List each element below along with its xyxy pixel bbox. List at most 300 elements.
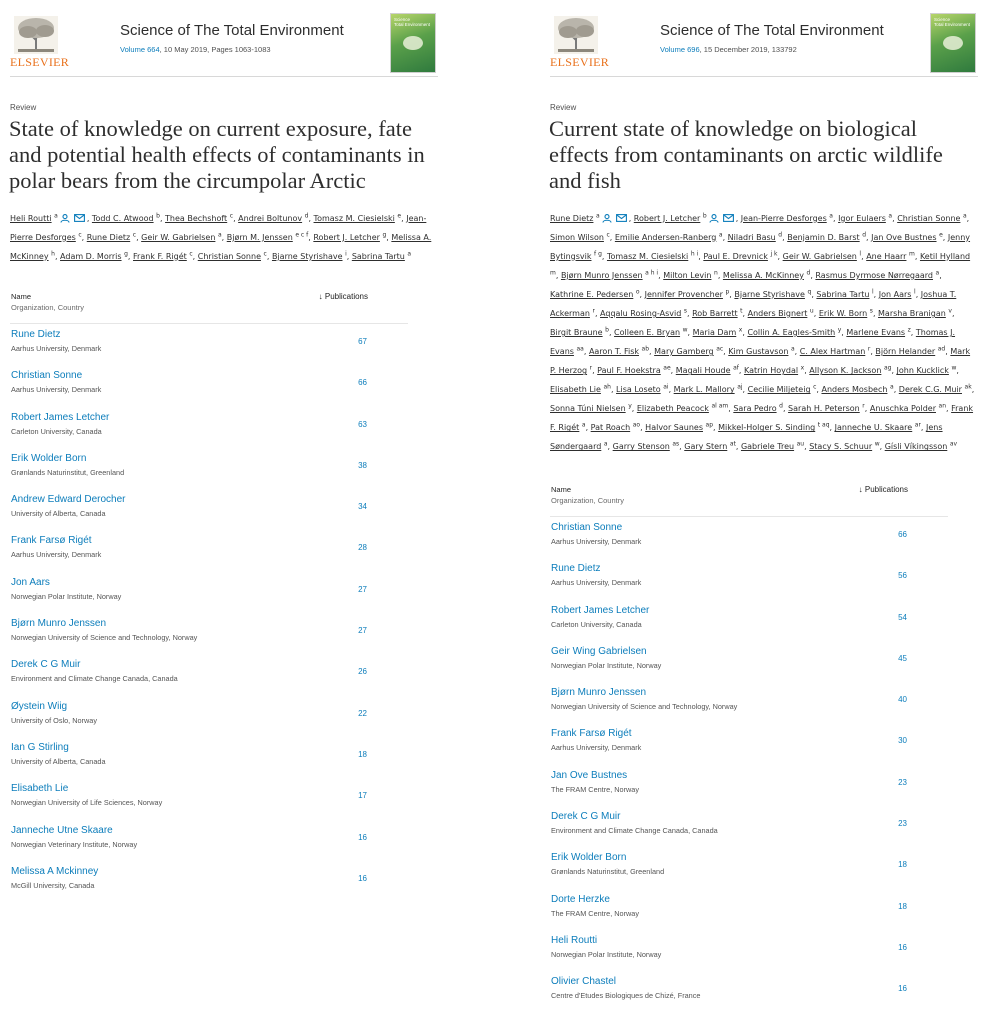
author-name-link[interactable]: Andrei Boltunov: [238, 213, 303, 223]
author-name-link[interactable]: Heli Routti: [551, 934, 598, 946]
author-affiliation-marker[interactable]: b: [702, 212, 707, 219]
author-name-link[interactable]: Olivier Chastel: [551, 976, 617, 988]
author-affiliation-marker[interactable]: a: [962, 212, 967, 219]
author-affiliation-marker[interactable]: ag: [883, 364, 892, 372]
author-name-link[interactable]: Bjørn Munro Jenssen: [560, 270, 643, 280]
table-body: [10, 324, 408, 902]
author-name-link[interactable]: Benjamin D. Barst: [787, 232, 860, 242]
publication-count-link[interactable]: 56: [898, 571, 907, 581]
author-name-link[interactable]: Christian Sonne: [897, 213, 961, 223]
author-affiliation-marker[interactable]: a: [935, 269, 940, 277]
author-name-link[interactable]: Jan Ove Bustnes: [551, 769, 628, 781]
author-name-link[interactable]: Sabrina Tartu: [351, 251, 405, 261]
author-affiliation-marker[interactable]: a: [581, 421, 586, 429]
author-name-link[interactable]: Simon Wilson: [550, 232, 604, 242]
author-affiliation-marker[interactable]: r: [862, 402, 865, 410]
author-affiliation-marker[interactable]: o: [635, 288, 640, 296]
column-header-organization: Organization, Country: [551, 496, 624, 505]
author-affiliation-marker[interactable]: a: [718, 231, 723, 239]
author-entry: [637, 404, 733, 413]
author-name-link[interactable]: Rune Dietz: [11, 329, 61, 340]
publication-count-link[interactable]: 38: [358, 460, 367, 470]
author-separator: ,: [723, 347, 729, 357]
author-separator: ,: [729, 289, 735, 299]
author-name-link[interactable]: Thomas J. Evans: [550, 328, 956, 357]
publication-count-link[interactable]: 66: [898, 530, 907, 539]
author-affiliation-marker[interactable]: r: [867, 345, 871, 353]
author-affiliation-marker[interactable]: s: [683, 307, 687, 315]
author-affiliation-marker[interactable]: c: [132, 231, 137, 239]
author-affiliation-marker[interactable]: e: [939, 231, 943, 239]
author-name-link[interactable]: Pat Roach: [590, 423, 631, 433]
author-name-link[interactable]: Jean-Pierre Desforges: [10, 213, 427, 242]
journal-volume-info: [660, 45, 797, 54]
author-affiliation-marker[interactable]: av: [949, 440, 958, 448]
author-name-link[interactable]: Allyson K. Jackson: [809, 366, 882, 376]
author-affiliation-marker[interactable]: ah: [603, 383, 611, 391]
author-name-link[interactable]: Thea Bechshoft: [165, 213, 228, 223]
author-affiliation-marker[interactable]: a: [217, 231, 222, 239]
publication-count-link[interactable]: 63: [358, 419, 367, 429]
author-affiliation-marker[interactable]: j k: [770, 250, 778, 258]
author-name-link[interactable]: Halvor Saunes: [645, 423, 703, 433]
author-separator: ,: [738, 366, 744, 376]
author-affiliation-marker[interactable]: d: [806, 269, 811, 277]
volume-link[interactable]: Volume 664: [120, 45, 160, 54]
publication-count-link[interactable]: 23: [898, 777, 907, 787]
author-name-link[interactable]: Kim Gustavson: [728, 347, 789, 357]
publication-count-link[interactable]: 18: [898, 901, 907, 911]
author-separator: ,: [401, 213, 407, 223]
author-entry: [352, 252, 411, 261]
author-affiliation-marker[interactable]: a: [407, 250, 412, 258]
author-affiliation-marker[interactable]: ad: [937, 345, 946, 353]
author-affiliation-marker[interactable]: as: [672, 440, 680, 448]
author-separator: ,: [601, 251, 607, 261]
author-entry: [835, 423, 926, 432]
author-name-link[interactable]: Jennifer Provencher: [644, 289, 723, 299]
author-affiliation-marker[interactable]: a: [890, 383, 894, 391]
author-name-link[interactable]: Frank Farsø Rigét: [11, 535, 92, 547]
author-name-link[interactable]: Sarah H. Peterson: [788, 404, 860, 414]
publication-count-link[interactable]: 17: [358, 791, 367, 801]
author-affiliation-marker[interactable]: e c f: [295, 231, 309, 239]
author-affiliation-marker[interactable]: c: [813, 383, 817, 391]
author-name-link[interactable]: Derek C G Muir: [11, 659, 81, 671]
author-name-link[interactable]: Joshua T. Ackerman: [550, 289, 957, 318]
author-separator: ,: [717, 270, 723, 280]
envelope-icon[interactable]: [723, 214, 734, 222]
author-name-link[interactable]: Erik Wolder Born: [11, 452, 87, 464]
author-affiliation-marker[interactable]: l: [859, 250, 862, 258]
author-affiliation-marker[interactable]: w: [874, 440, 880, 448]
author-name-link[interactable]: Jon Aars: [11, 576, 50, 588]
author-name-link[interactable]: John Kucklick: [896, 366, 949, 376]
author-affiliation-marker[interactable]: t aq: [817, 421, 830, 429]
author-name-link[interactable]: Frank Farsø Rigét: [551, 728, 632, 740]
person-icon[interactable]: [60, 214, 70, 223]
envelope-icon[interactable]: [616, 214, 627, 222]
person-icon[interactable]: [709, 214, 719, 223]
author-entry: [634, 214, 741, 223]
publication-count-link[interactable]: 16: [358, 832, 367, 842]
publication-count-link[interactable]: 40: [898, 695, 907, 705]
journal-cover-image[interactable]: [930, 13, 976, 73]
author-name-link[interactable]: Frank F. Rigét: [550, 404, 974, 433]
author-name-link[interactable]: Gary Stern: [684, 442, 728, 452]
author-name-link[interactable]: Rasmus Dyrmose Nørregaard: [815, 270, 933, 280]
author-name-link[interactable]: Bjarne Styrishave: [271, 251, 343, 261]
author-affiliation-marker[interactable]: a: [829, 212, 833, 219]
publication-count-link[interactable]: 54: [898, 612, 907, 622]
volume-link[interactable]: Volume 696: [660, 45, 700, 54]
author-name-link[interactable]: Øystein Wiig: [11, 700, 68, 712]
author-name-link[interactable]: Andrew Edward Derocher: [11, 494, 126, 506]
author-name-link[interactable]: Mikkel-Holger S. Sinding: [718, 423, 816, 433]
author-separator: ,: [735, 213, 741, 223]
author-affiliation-marker[interactable]: a: [790, 345, 795, 353]
author-name-link[interactable]: Paul F. Hoekstra: [597, 366, 661, 376]
author-name-link[interactable]: Robert James Letcher: [551, 604, 650, 616]
author-name-link[interactable]: Lisa Loseto: [616, 385, 661, 395]
table-row: [10, 861, 408, 902]
author-name-link[interactable]: Adam D. Morris: [60, 251, 122, 261]
author-affiliation-marker[interactable]: ae: [663, 364, 671, 372]
table-row: [550, 806, 948, 847]
author-affiliation-marker[interactable]: ai: [663, 383, 669, 391]
author-name-link[interactable]: Christian Sonne: [11, 370, 83, 382]
author-affiliation-marker[interactable]: a: [888, 212, 893, 219]
publication-count-link[interactable]: 22: [358, 708, 367, 718]
author-entry: [838, 214, 897, 223]
author-name-link[interactable]: Erik W. Born: [818, 308, 868, 318]
person-icon[interactable]: [602, 214, 612, 223]
author-name-link[interactable]: Bjørn Munro Jenssen: [551, 687, 647, 699]
publication-count-link[interactable]: 18: [358, 749, 367, 759]
author-affiliation-marker[interactable]: x: [738, 326, 743, 334]
author-name-link[interactable]: Robert J. Letcher: [633, 213, 701, 223]
author-affiliation-marker[interactable]: aa: [576, 345, 584, 353]
author-name-link[interactable]: Elizabeth Peacock: [636, 404, 709, 414]
author-name-link[interactable]: Anders Mosbech: [821, 385, 888, 395]
author-name-link[interactable]: Stacy S. Schuur: [809, 442, 873, 452]
author-name-link[interactable]: Gabriele Treu: [740, 442, 795, 452]
author-affiliation-marker[interactable]: l: [914, 288, 916, 296]
author-affiliation-marker[interactable]: f g: [594, 250, 602, 258]
author-publications-table: [10, 287, 408, 902]
publication-count-link[interactable]: 16: [358, 873, 367, 883]
author-name-link[interactable]: Dorte Herzke: [551, 893, 610, 905]
author-name-link[interactable]: Geir Wing Gabrielsen: [551, 645, 647, 657]
author-name-link[interactable]: Rune Dietz: [550, 213, 594, 223]
author-name-link[interactable]: Tomasz M. Ciesielski: [313, 213, 395, 223]
author-affiliation-marker[interactable]: h: [51, 250, 55, 258]
publication-count-link[interactable]: 27: [358, 626, 367, 636]
author-affiliation-marker[interactable]: m: [909, 250, 915, 258]
publication-count-link[interactable]: 16: [898, 984, 907, 994]
author-separator: ,: [816, 385, 822, 395]
author-affiliation-marker[interactable]: a: [603, 440, 608, 448]
author-affiliation-marker[interactable]: v: [948, 307, 952, 315]
author-affiliation-marker[interactable]: w: [682, 326, 688, 334]
publication-count-link[interactable]: 66: [358, 378, 367, 388]
author-separator: ,: [658, 270, 664, 280]
author-name-link[interactable]: Melissa A. McKinney: [10, 232, 432, 261]
author-entry: [645, 290, 735, 299]
right-article-panel: [540, 0, 988, 1023]
author-affiliation-marker[interactable]: al am: [711, 402, 729, 410]
author-affiliation-marker[interactable]: af: [733, 364, 739, 372]
author-name-link[interactable]: Robert J. Letcher: [313, 232, 380, 242]
author-separator: ,: [893, 385, 899, 395]
author-name-link[interactable]: Garry Stenson: [612, 442, 670, 452]
author-entry: [614, 328, 693, 337]
author-name-link[interactable]: Paul E. Drevnick: [703, 251, 768, 261]
author-name-link[interactable]: Sara Pedro: [733, 404, 777, 414]
author-name-link[interactable]: Ketil Hylland: [919, 251, 971, 261]
publication-count-link[interactable]: 23: [898, 819, 907, 829]
author-name-link[interactable]: Marsha Branigan: [878, 308, 946, 318]
author-separator: ,: [951, 308, 955, 318]
publication-count-link[interactable]: 16: [898, 942, 907, 952]
author-name-link[interactable]: C. Alex Hartman: [799, 347, 866, 357]
author-affiliation-marker[interactable]: h i: [690, 250, 699, 258]
author-affiliation-marker[interactable]: au: [796, 440, 805, 448]
author-affiliation-marker[interactable]: s: [869, 307, 873, 315]
author-affiliation-marker[interactable]: ap: [705, 421, 714, 429]
author-affiliation-marker[interactable]: m: [550, 269, 556, 277]
author-name-link[interactable]: Geir W. Gabrielsen: [782, 251, 857, 261]
author-affiliation-marker[interactable]: ac: [716, 345, 724, 353]
author-separator: ,: [920, 423, 927, 433]
author-name-link[interactable]: Rune Dietz: [86, 232, 131, 242]
left-article-panel: [0, 0, 448, 1023]
publication-count-link[interactable]: 30: [898, 736, 907, 746]
author-affiliation-marker[interactable]: aj: [737, 383, 743, 391]
author-name-link[interactable]: Aaron T. Fisk: [588, 347, 639, 357]
author-name-link[interactable]: Ian G Stirling: [11, 741, 69, 753]
author-affiliation-marker[interactable]: u: [809, 307, 814, 315]
author-affiliation-marker[interactable]: g: [124, 250, 128, 258]
author-entry: [809, 442, 885, 451]
author-affiliation-marker[interactable]: b: [605, 326, 609, 334]
author-list: [10, 208, 438, 265]
author-separator: ,: [668, 385, 674, 395]
author-name-link[interactable]: Robert James Letcher: [11, 411, 110, 423]
author-name-link[interactable]: Geir W. Gabrielsen: [141, 232, 216, 242]
author-affiliation-marker[interactable]: d: [304, 212, 309, 219]
author-affiliation-marker[interactable]: ar: [914, 421, 921, 429]
column-header-publications-sort[interactable]: ↓ Publications: [318, 292, 368, 301]
author-name-link[interactable]: Jan Ove Bustnes: [871, 232, 937, 242]
author-name-link[interactable]: Melissa A. McKinney: [722, 270, 804, 280]
publication-count-link[interactable]: 26: [358, 667, 367, 677]
author-name-link[interactable]: Bjarne Styrishave: [734, 289, 805, 299]
author-name-link[interactable]: Rune Dietz: [551, 563, 601, 575]
author-entry: [615, 233, 728, 242]
author-affiliation-marker[interactable]: a: [596, 212, 600, 219]
column-header-publications-sort[interactable]: ↓ Publications: [858, 485, 908, 494]
author-name-link[interactable]: Magali Houde: [675, 366, 731, 376]
author-affiliation-marker[interactable]: e: [397, 212, 402, 219]
author-name-link[interactable]: Bjørn Munro Jenssen: [11, 618, 107, 630]
author-name-link[interactable]: Jon Aars: [878, 289, 912, 299]
author-affiliation-marker[interactable]: p: [725, 288, 730, 296]
publication-count-link[interactable]: 34: [358, 502, 367, 512]
author-affiliation-marker[interactable]: w: [951, 364, 957, 372]
author-affiliation-marker[interactable]: c: [606, 231, 610, 239]
author-name-link[interactable]: Ane Haarr: [866, 251, 907, 261]
author-separator: ,: [628, 213, 634, 223]
author-affiliation-marker[interactable]: c: [229, 212, 234, 219]
author-separator: ,: [956, 366, 959, 376]
author-name-link[interactable]: Birgit Braune: [550, 328, 603, 338]
author-entry: [87, 233, 141, 242]
author-name-link[interactable]: Melissa A Mckinney: [11, 865, 99, 877]
table-row: [10, 696, 408, 737]
author-affiliation-marker[interactable]: r: [589, 364, 593, 372]
author-name-link[interactable]: Janneche Utne Skaare: [11, 824, 113, 836]
author-separator: ,: [810, 270, 816, 280]
author-affiliation-marker[interactable]: a: [54, 212, 58, 219]
author-affiliation-marker[interactable]: y: [628, 402, 632, 410]
author-affiliation-marker[interactable]: l: [872, 288, 874, 296]
author-affiliation-marker[interactable]: x: [800, 364, 805, 372]
author-entry: [744, 366, 809, 375]
author-name-link[interactable]: Tomasz M. Ciesielski: [606, 251, 689, 261]
author-name-link[interactable]: Cecilie Miljeteig: [747, 385, 811, 395]
author-affiliation-marker[interactable]: an: [938, 402, 947, 410]
author-name-link[interactable]: Janneche U. Skaare: [834, 423, 913, 433]
author-affiliation-marker[interactable]: a h i: [645, 269, 659, 277]
author-affiliation-marker[interactable]: b: [156, 212, 160, 219]
author-name-link[interactable]: Niladri Basu: [727, 232, 776, 242]
journal-title[interactable]: Science of The Total Environment: [120, 22, 344, 39]
author-entry: [676, 366, 744, 375]
author-affiliation-marker[interactable]: c: [189, 250, 193, 258]
author-name-link[interactable]: Bjørn M. Jenssen: [226, 232, 293, 242]
author-affiliation-marker[interactable]: z: [907, 326, 911, 334]
author-name-link[interactable]: Jens Søndergaard: [550, 423, 943, 452]
author-name-link[interactable]: Erik Wolder Born: [551, 852, 627, 864]
publication-count-link[interactable]: 18: [898, 860, 907, 870]
author-affiliation-marker[interactable]: d: [778, 231, 783, 239]
publication-count-link[interactable]: 27: [358, 584, 367, 594]
author-name-link[interactable]: Elisabeth Lie: [550, 385, 601, 395]
elsevier-logo[interactable]: [550, 16, 610, 70]
author-organization: Aarhus University, Denmark: [11, 550, 102, 560]
author-entry: [238, 214, 313, 223]
author-entry: [227, 233, 314, 242]
publication-count-link[interactable]: 45: [898, 653, 907, 663]
article-title: Current state of knowledge on biological effects from contaminants on arctic wildlife and fish: [549, 116, 943, 193]
author-name-link[interactable]: Jenny Bytingsvik: [550, 232, 971, 261]
journal-title[interactable]: Science of The Total Environment: [660, 22, 884, 39]
author-name-link[interactable]: Sonna Túni Nielsen: [550, 404, 626, 414]
author-name-link[interactable]: Marlene Evans: [846, 328, 906, 338]
author-affiliation-marker[interactable]: q: [807, 288, 812, 296]
author-entry: [866, 252, 920, 261]
author-affiliation-marker[interactable]: n: [714, 269, 718, 277]
author-name-link[interactable]: Todd C. Atwood: [91, 213, 154, 223]
author-entry: [885, 442, 957, 451]
author-name-link[interactable]: Mark L. Mallory: [673, 385, 735, 395]
author-affiliation-marker[interactable]: d: [779, 402, 783, 410]
author-name-link[interactable]: Aqqalu Rosing-Asvid: [600, 308, 682, 318]
author-affiliation-marker[interactable]: c: [78, 231, 82, 239]
publication-count-link[interactable]: 28: [358, 543, 367, 553]
author-separator: ,: [54, 251, 61, 261]
author-affiliation-marker[interactable]: y: [837, 326, 842, 334]
author-affiliation-marker[interactable]: r: [592, 307, 595, 315]
author-name-link[interactable]: Jean-Pierre Desforges: [740, 213, 827, 223]
author-name-link[interactable]: Emilie Andersen-Ranberg: [614, 232, 717, 242]
author-name-link[interactable]: Anders Bignert: [747, 308, 808, 318]
author-affiliation-marker[interactable]: d: [862, 231, 867, 239]
author-name-link[interactable]: Derek C.G. Muir: [898, 385, 962, 395]
author-name-link[interactable]: Heli Routti: [10, 213, 52, 223]
author-separator: ,: [942, 232, 948, 242]
author-name-link[interactable]: Maria Dam: [692, 328, 737, 338]
author-affiliation-marker[interactable]: t: [740, 307, 743, 315]
author-name-link[interactable]: Björn Helander: [875, 347, 936, 357]
author-name-link[interactable]: Derek C G Muir: [551, 811, 621, 823]
author-entry: [733, 404, 788, 413]
author-affiliation-marker[interactable]: at: [729, 440, 736, 448]
author-name-link[interactable]: Mary Gamberg: [654, 347, 714, 357]
author-entry: [875, 347, 950, 356]
author-name-link[interactable]: Collin A. Eagles-Smith: [747, 328, 836, 338]
author-separator: ,: [607, 442, 613, 452]
author-affiliation-marker[interactable]: ao: [632, 421, 641, 429]
author-entry: [878, 309, 954, 318]
author-name-link[interactable]: Colleen E. Bryan: [614, 328, 681, 338]
author-entry: [809, 366, 896, 375]
author-name-link[interactable]: Igor Eulaers: [838, 213, 886, 223]
envelope-icon[interactable]: [74, 214, 85, 222]
author-name-link[interactable]: Anuschka Polder: [869, 404, 936, 414]
journal-cover-image[interactable]: [390, 13, 436, 73]
author-organization: Grønlands Naturinstitut, Greenland: [551, 867, 665, 877]
author-name-link[interactable]: Mark P. Herzog: [550, 347, 971, 376]
author-affiliation-marker[interactable]: ak: [964, 383, 972, 391]
author-entry: [550, 233, 615, 242]
author-affiliation-marker[interactable]: c: [263, 250, 267, 258]
author-affiliation-marker[interactable]: i: [345, 250, 347, 258]
author-name-link[interactable]: Katrin Hoydal: [743, 366, 799, 376]
author-entry: [846, 328, 916, 337]
author-separator: ,: [192, 251, 198, 261]
author-name-link[interactable]: Kathrine E. Pedersen: [550, 289, 634, 299]
author-separator: ,: [713, 423, 719, 433]
author-separator: ,: [608, 328, 615, 338]
publication-count-link[interactable]: 67: [358, 337, 367, 346]
author-name-link[interactable]: Elisabeth Lie: [11, 783, 69, 795]
author-name-link[interactable]: Christian Sonne: [197, 251, 261, 261]
table-row: [10, 407, 408, 448]
author-name-link[interactable]: Gísli Víkingsson: [884, 442, 948, 452]
author-entry: [10, 214, 92, 223]
author-name-link[interactable]: Christian Sonne: [551, 522, 623, 533]
author-name-link[interactable]: Milton Levin: [663, 270, 712, 280]
author-affiliation-marker[interactable]: g: [382, 231, 387, 239]
elsevier-logo[interactable]: [10, 16, 70, 70]
author-name-link[interactable]: Rob Barrett: [692, 308, 738, 318]
author-name-link[interactable]: Frank F. Rigét: [133, 251, 187, 261]
article-title: State of knowledge on current exposure, fate and potential health effects of contaminants in polar bears from the circumpolar Arctic: [9, 116, 425, 193]
author-name-link[interactable]: Sabrina Tartu: [816, 289, 870, 299]
author-affiliation-marker[interactable]: ab: [641, 345, 650, 353]
